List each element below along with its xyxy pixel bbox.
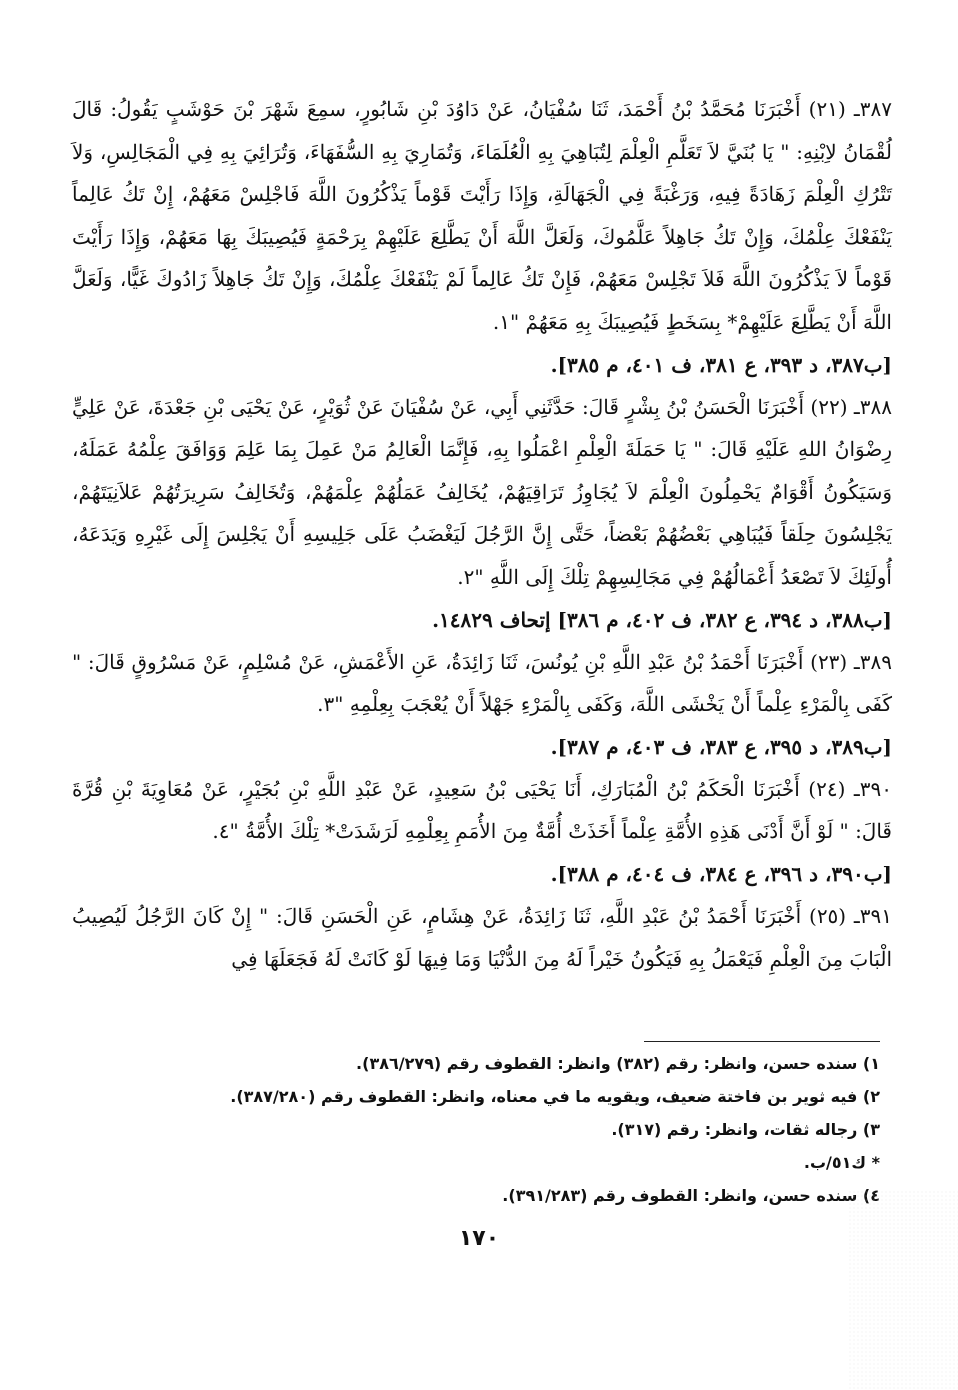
cross-reference: [ب٣٩٠، د ٣٩٦، ع ٣٨٤، ف ٤٠٤، م ٣٨٨]. — [550, 861, 892, 886]
hadith-entry-391 — [72, 895, 892, 980]
hadith-text: ٣٩٠ـ (٢٤) أَخْبَرَنَا الْحَكَمُ بْنُ الْمُبَارَكِ، أَنَا يَحْيَى بْنُ سَعِيدٍ، عَنْ عَبْدِ اللَّهِ بْنِ بُجَيْرٍ، عَنْ مُعَاوِيَةَ بْنِ قُرَّةَ قَالَ: " لَوْ أَنَّ أَدْنَى هَذِهِ الأُمَّةِ عِلْماً أَخَذَتْ أُمَّةٌ مِنَ الأُمَمِ بِعِلْمِهِ لَرَشَدَتْ* تِلْكَ الأُمَّةُ "٤. — [72, 776, 892, 844]
footnote-divider — [644, 1041, 880, 1042]
cross-reference: [ب٣٨٨، د ٣٩٤، ع ٣٨٢، ف ٤٠٢، م ٣٨٦] إتحاف ١٤٨٢٩. — [432, 607, 892, 632]
hadith-entry-388 — [72, 386, 892, 641]
footnote-2: ٢) فيه ثوير بن فاختة ضعيف، ويقويه ما في معناه، وانظر: القطوف رقم (٣٨٧/٢٨٠). — [230, 1087, 880, 1106]
cross-reference: [ب٣٨٧، د ٣٩٣، ع ٣٨١، ف ٤٠١، م ٣٨٥]. — [550, 352, 892, 377]
hadith-entry-387 — [72, 88, 892, 386]
main-text — [72, 88, 892, 980]
page-number: ١٧٠ — [458, 1226, 500, 1251]
footnotes — [72, 1047, 880, 1212]
cross-reference: [ب٣٨٩، د ٣٩٥، ع ٣٨٣، ف ٤٠٣، م ٣٨٧]. — [550, 734, 892, 759]
footnote-4: ٤) سنده حسن، وانظر: القطوف رقم (٣٩١/٢٨٣). — [502, 1186, 880, 1205]
footnote-3: ٣) رجاله ثقات، وانظر: رقم (٣١٧). — [611, 1120, 880, 1139]
footnote-1: ١) سنده حسن، وانظر: رقم (٣٨٢) وانظر: القطوف رقم (٣٨٦/٢٧٩). — [356, 1054, 880, 1073]
hadith-text: ٣٨٨ـ (٢٢) أَخْبَرَنَا الْحَسَنُ بْنُ بِشْرٍ قَالَ: حَدَّثَنِي أَبِي، عَنْ سُفْيَانَ عَنْ ثُوَيْرٍ، عَنْ يَحْيَى بْنِ جَعْدَةَ، عَنْ عَلِيٍّ رِضْوَانُ اللهِ عَلَيْهِ قَالَ: " يَا حَمَلَةَ الْعِلْمِ اعْمَلُوا بِهِ، فَإِنَّمَا الْعَالِمُ مَنْ عَمِلَ بِمَا عَلِمَ وَوَافَقَ عِلْمُهُ عَمَلَهُ، وَسَيَكُونُ أَقْوَامٌ يَحْمِلُونَ الْعِلْمَ لاَ يُجَاوِزُ تَرَاقِيَهُمْ، يُخَالِفُ عَمَلُهُمْ عِلْمَهُمْ، وَتُخَالِفُ سَرِيرَتُهُمْ عَلاَنِيَتَهُمْ، يَجْلِسُونَ حِلَقاً فَيُبَاهِي بَعْضُهُمْ بَعْضاً، حَتَّى إِنَّ الرَّجُلَ لَيَغْضَبُ عَلَى جَلِيسِهِ أَنْ يَجْلِسَ إِلَى غَيْرِهِ وَيَدَعَهُ، أُولَئِكَ لاَ تَصْعَدُ أَعْمَالُهُمْ فِي مَجَالِسِهِمْ تِلْكَ إِلَى اللَّهِ "٢. — [72, 394, 892, 589]
hadith-entry-390 — [72, 768, 892, 895]
hadith-text: ٣٨٧ـ (٢١) أَخْبَرَنَا مُحَمَّدُ بْنُ أَحْمَدَ، ثَنَا سُفْيَانُ، عَنْ دَاوُدَ بْنِ شَابُورٍ، سمِعَ شَهْرَ بْنَ حَوْشَبٍ يَقُولُ: قَالَ لُقْمَانُ لاِبْنِهِ: " يَا بُنَيَّ لاَ تَعَلَّمِ الْعِلْمَ لِتُبَاهِيَ بِهِ الْعُلَمَاءَ، وَتُمَارِيَ بِهِ السُّفَهَاءَ، وَتُرَائِيَ بِهِ فِي الْمَجَالِسِ، وَلاَ تَتْرُكِ الْعِلْمَ زَهَادَةً فِيهِ، وَرَغْبَةً فِي الْجَهَالَةِ، وَإِذَا رَأَيْتَ قَوْماً يَذْكُرُونَ اللَّهَ فَاجْلِسْ مَعَهُمْ، إِنْ تَكُ عَالِماً يَنْفَعْكَ عِلْمُكَ، وَإِنْ تَكُ جَاهِلاً عَلَّمُوكَ، وَلَعَلَّ اللَّهَ أَنْ يَطَّلِعَ عَلَيْهِمْ بِرَحْمَةٍ فَيُصِيبَكَ بِهَا مَعَهُمْ، وَإِذَا رَأَيْتَ قَوْماً لاَ يَذْكُرُونَ اللَّهَ فَلاَ تَجْلِسْ مَعَهُمْ، فَإِنْ تَكُ عَالِماً لَمْ يَنْفَعْكَ عِلْمُكَ، وَإِنْ تَكُ جَاهِلاً زَادُوكَ غَيًّا، وَلَعَلَّ اللَّهَ أَنْ يَطَّلِعَ عَلَيْهِمْ* بِسَخَطٍ فَيُصِيبَكَ بِهِ مَعَهُمْ "١. — [72, 97, 892, 334]
hadith-entry-389 — [72, 641, 892, 768]
footnote-manuscript-marker: * ك٥١/ب. — [803, 1153, 880, 1172]
hadith-text: ٣٩١ـ (٢٥) أَخْبَرَنَا أَحْمَدُ بْنُ عَبْدِ اللَّهِ، ثَنَا زَائِدَةُ، عَنْ هِشَامٍ، عَنِ الْحَسَنِ قَالَ: " إِنْ كَانَ الرَّجُلُ لَيُصِيبُ الْبَابَ مِنَ الْعِلْمِ فَيَعْمَلُ بِهِ فَيَكُونُ خَيْراً لَهُ مِنَ الدُّنْيَا وَمَا فِيهَا لَوْ كَانَتْ لَهُ فَجَعَلَهَا فِي — [72, 903, 892, 971]
scan-grain-texture — [848, 1190, 958, 1390]
hadith-text: ٣٨٩ـ (٢٣) أَخْبَرَنَا أَحْمَدُ بْنُ عَبْدِ اللَّهِ بْنِ يُونُسَ، ثَنَا زَائِدَةُ، عَنِ الأَعْمَشِ، عَنْ مُسْلِمٍ، عَنْ مَسْرُوقٍ قَالَ: " كَفَى بِالْمَرْءِ عِلْماً أَنْ يَخْشَى اللَّهَ، وَكَفَى بِالْمَرْءِ جَهْلاً أَنْ يُعْجَبَ بِعِلْمِهِ "٣. — [72, 649, 892, 717]
